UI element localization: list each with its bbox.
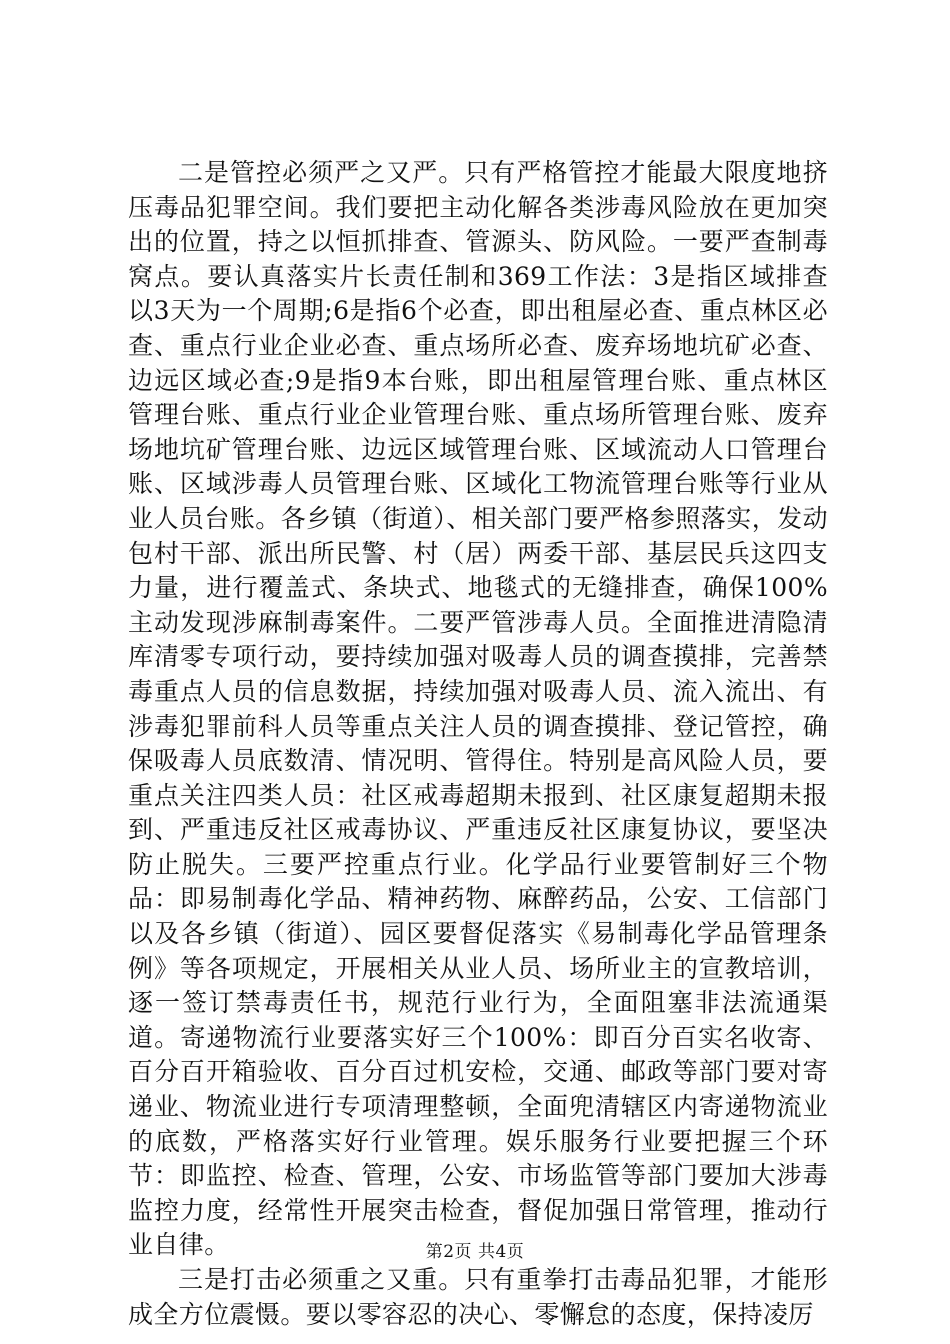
paragraph-crackdown: 三是打击必须重之又重。只有重拳打击毒品犯罪，才能形成全方位震慑。要以零容忍的决心、零懈怠的态度，保持凌厉 (128, 1265, 828, 1329)
paragraph-control: 二是管控必须严之又严。只有严格管控才能最大限度地挤压毒品犯罪空间。我们要把主动化解各类涉毒风险放在更加突出的位置，持之以恒抓排查、管源头、防风险。一要严查制毒窝点。要认真落实片长责任制和369工作法：3是指区域排查以3天为一个周期;6是指6个必查，即出租屋必查、重点林区必查、重点行业企业必查、重点场所必查、废弃场地坑矿必查、边远区域必查;9是指9本台账，即出租屋管理台账、重点林区管理台账、重点行业企业管理台账、重点场所管理台账、废弃场地坑矿管理台账、边远区域管理台账、区域流动人口管理台账、区域涉毒人员管理台账、区域化工物流管理台账等行业从业人员台账。各乡镇（街道）、相关部门要严格参照落实，发动包村干部、派出所民警、村（居）两委干部、基层民兵这四支力量，进行覆盖式、条块式、地毯式的无缝排查，确保100%主动发现涉麻制毒案件。二要严管涉毒人员。全面推进清隐清库清零专项行动，要持续加强对吸毒人员的调查摸排，完善禁毒重点人员的信息数据，持续加强对吸毒人员、流入流出、有涉毒犯罪前科人员等重点关注人员的调查摸排、登记管控，确保吸毒人员底数清、情况明、管得住。特别是高风险人员，要重点关注四类人员：社区戒毒超期未报到、社区康复超期未报到、严重违反社区戒毒协议、严重违反社区康复协议，要坚决防止脱失。三要严控重点行业。化学品行业要管制好三个物品：即易制毒化学品、精神药物、麻醉药品，公安、工信部门以及各乡镇（街道）、园区要督促落实《易制毒化学品管理条例》等各项规定，开展相关从业人员、场所业主的宣教培训，逐一签订禁毒责任书，规范行业行为，全面阻塞非法流通渠道。寄递物流行业要落实好三个100%：即百分百实名收寄、百分百开箱验收、百分百过机安检，交通、邮政等部门要对寄递业、物流业进行专项清理整顿，全面兜清辖区内寄递物流业的底数，严格落实好行业管理。娱乐服务行业要把握三个环节：即监控、检查、管理，公安、市场监管等部门要加大涉毒监控力度，经常性开展突击检查，督促加强日常管理，推动行业自律。 (128, 158, 828, 1260)
page-number-footer: 第2页 共4页 (425, 1242, 525, 1262)
body-text (128, 156, 828, 1332)
